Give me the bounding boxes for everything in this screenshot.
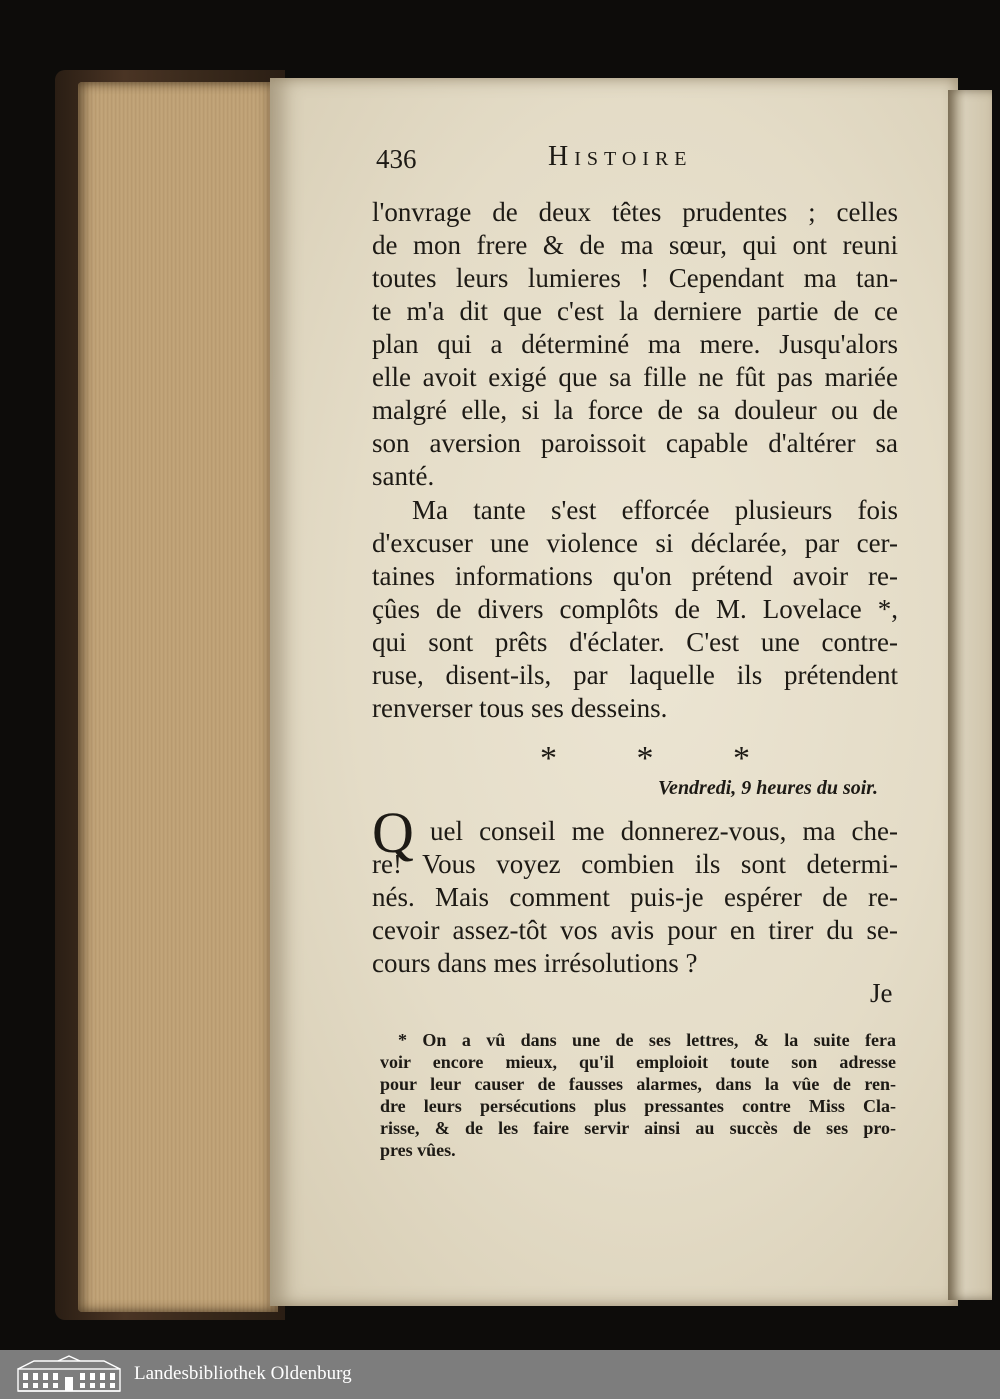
- text-line: Ma tante s'est efforcée plusieurs fois: [412, 495, 898, 525]
- text-line: toutes leurs lumieres ! Cependant ma tan-: [372, 263, 898, 293]
- footnote-line: pour leur causer de fausses alarmes, dans la vûe de ren-: [380, 1074, 896, 1094]
- text-line: te m'a dit que c'est la derniere partie de ce: [372, 296, 898, 326]
- asterisk-mark: *: [733, 740, 750, 777]
- text-line: nés. Mais comment puis-je espérer de re-: [372, 882, 898, 912]
- footnote-line: pres vûes.: [380, 1140, 456, 1160]
- footnote-line: dre leurs persécutions plus pressantes contre Miss Cla-: [380, 1096, 896, 1116]
- text-line: d'excuser une violence si déclarée, par cer-: [372, 528, 898, 558]
- text-line: l'onvrage de deux têtes prudentes ; celles: [372, 197, 898, 227]
- library-building-icon: [14, 1355, 124, 1393]
- page-number: 436: [376, 144, 417, 174]
- footer-bar: [0, 1350, 1000, 1399]
- facing-page-edge: [948, 90, 992, 1300]
- text-line: taines informations qu'on prétend avoir re-: [372, 561, 898, 591]
- text-line: malgré elle, si la force de sa douleur ou de: [372, 395, 898, 425]
- drop-capital: Q: [372, 800, 414, 865]
- footnote-line: * On a vû dans une de ses lettres, & la suite fera: [398, 1030, 896, 1050]
- text-line: re! Vous voyez combien ils sont determi-: [372, 849, 898, 879]
- text-line: cours dans mes irrésolutions ?: [372, 948, 698, 978]
- text-line: elle avoit exigé que sa fille ne fût pas mariée: [372, 362, 898, 392]
- running-title: Histoire: [548, 141, 693, 172]
- text-line: ruse, disent-ils, par laquelle ils prétendent: [372, 660, 898, 690]
- text-line: santé.: [372, 461, 435, 491]
- library-name: Landesbibliothek Oldenburg: [134, 1363, 352, 1384]
- page-edges: [78, 82, 278, 1312]
- asterisk-mark: *: [636, 740, 654, 777]
- section-separator: [540, 740, 750, 778]
- text-line: plan qui a déterminé ma mere. Jusqu'alors: [372, 329, 898, 359]
- text-line: çûes de divers complôts de M. Lovelace *,: [372, 594, 898, 624]
- text-line: cevoir assez-tôt vos avis pour en tirer du se-: [372, 915, 898, 945]
- catchword: Je: [870, 978, 893, 1008]
- asterisk-mark: *: [540, 740, 557, 777]
- text-line: renverser tous ses desseins.: [372, 693, 668, 723]
- text-line: uel conseil me donnerez-vous, ma che-: [430, 816, 898, 846]
- text-line: qui sont prêts d'éclater. C'est une contre-: [372, 627, 898, 657]
- footnote-line: voir encore mieux, qu'il emploioit toute son adresse: [380, 1052, 896, 1072]
- footnote-line: risse, & de les faire servir ainsi au succès de ses pro-: [380, 1118, 896, 1138]
- text-line: son aversion paroissoit capable d'altérer sa: [372, 428, 898, 458]
- letter-dateline: Vendredi, 9 heures du soir.: [657, 777, 878, 799]
- text-line: de mon frere & de ma sœur, qui ont reuni: [372, 230, 898, 260]
